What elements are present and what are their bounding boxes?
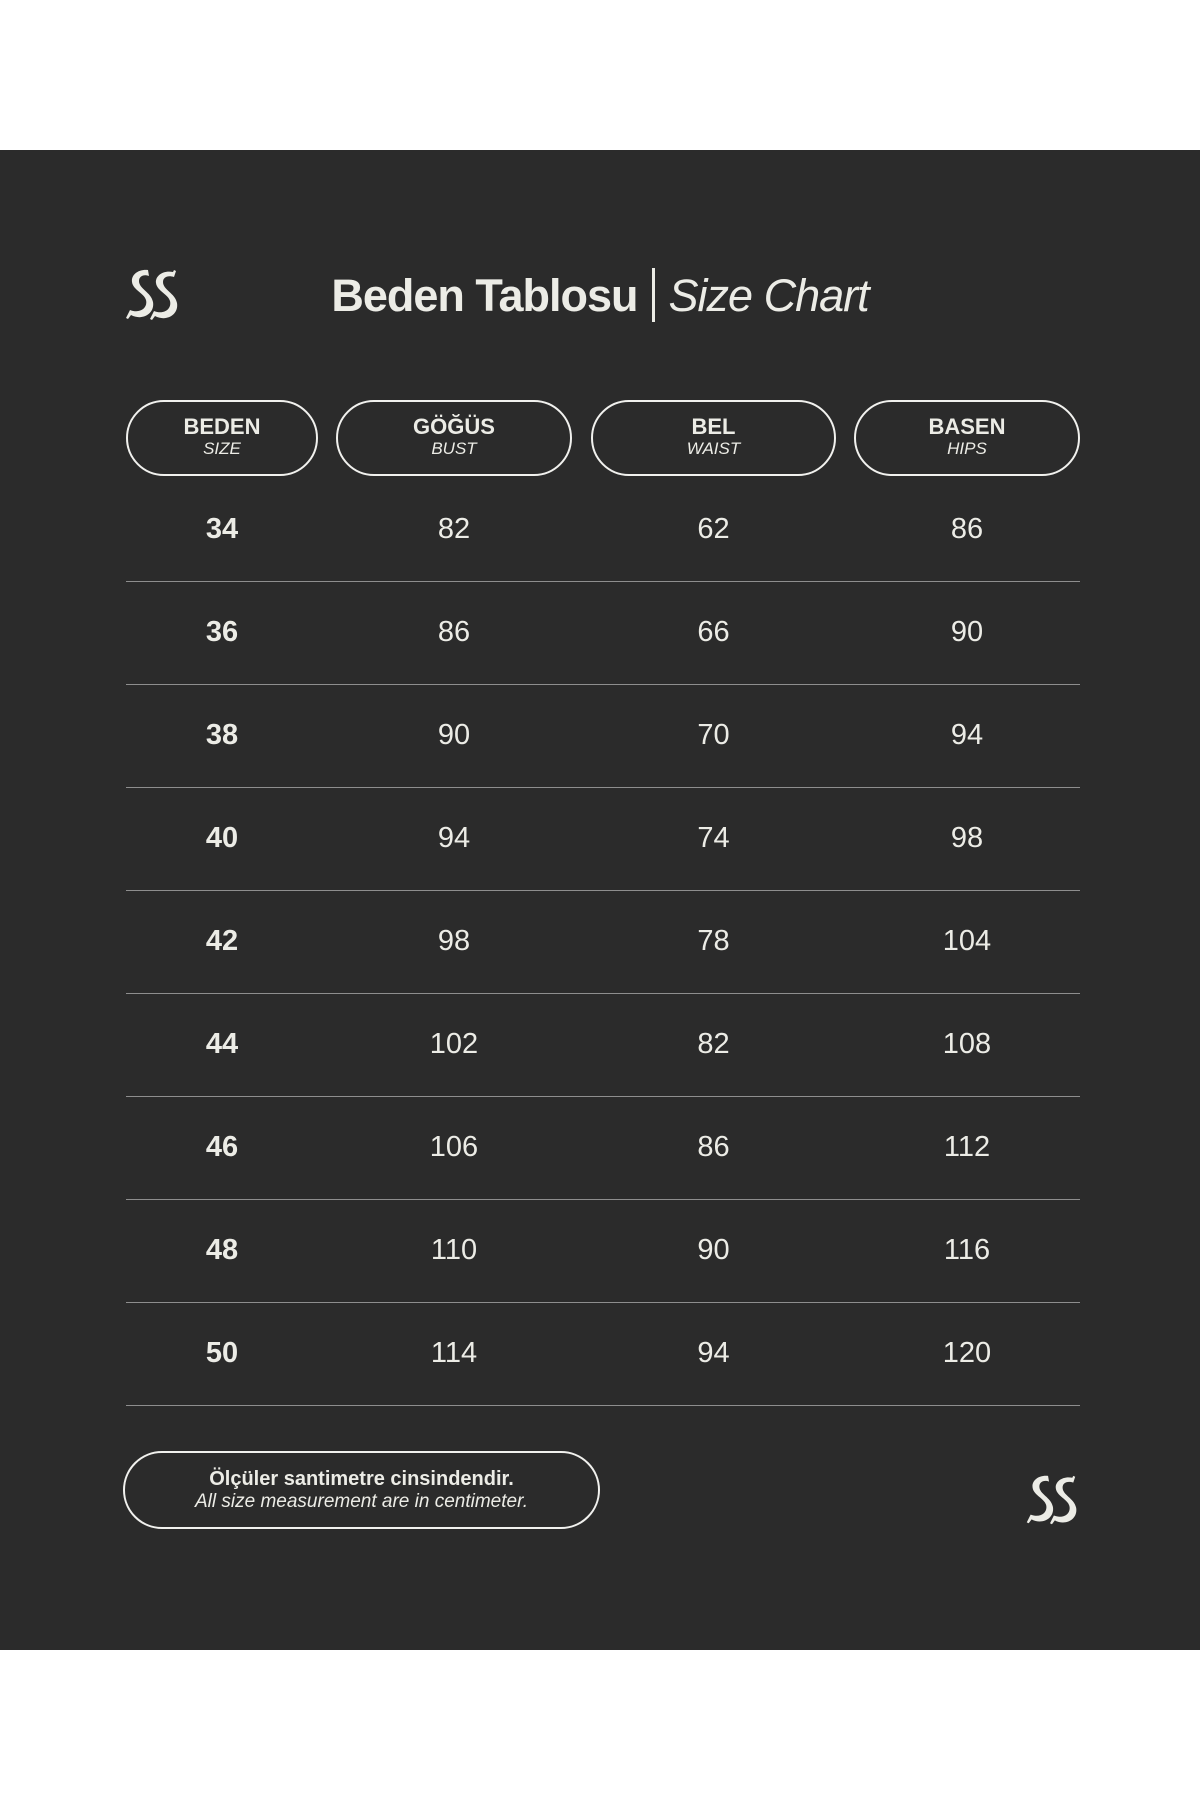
size-cell: 48	[205, 1234, 239, 1266]
waist-cell: 70	[697, 719, 730, 751]
table-row	[126, 685, 1080, 788]
waist-cell: 74	[697, 822, 730, 854]
table-row	[126, 479, 1080, 582]
header-waist-en: WAIST	[686, 439, 741, 458]
size-cell: 42	[205, 925, 239, 957]
waist-cell: 82	[697, 1028, 730, 1060]
table-row	[126, 1097, 1080, 1200]
hips-cell: 112	[943, 1131, 991, 1163]
table-row	[126, 1303, 1080, 1406]
size-cell: 34	[205, 513, 239, 545]
hips-cell: 86	[950, 513, 984, 545]
size-cell: 38	[205, 719, 239, 751]
note-turkish: Ölçüler santimetre cinsindendir.	[209, 1468, 514, 1490]
size-cell: 40	[205, 822, 239, 854]
page-title	[0, 268, 1200, 326]
table-row	[126, 891, 1080, 994]
bust-cell: 86	[437, 616, 471, 648]
hips-cell: 108	[942, 1028, 992, 1060]
waist-cell: 86	[697, 1131, 730, 1163]
waist-cell: 62	[697, 513, 730, 545]
header-bust-en: BUST	[431, 439, 477, 458]
table-row	[126, 788, 1080, 891]
waist-cell: 78	[697, 925, 730, 957]
waist-cell: 94	[697, 1337, 730, 1369]
hips-cell: 98	[950, 822, 984, 854]
size-cell: 50	[205, 1337, 239, 1369]
header-hips-tr: BASEN	[928, 414, 1006, 439]
size-table	[126, 479, 1080, 1406]
hips-cell: 104	[942, 925, 992, 957]
waist-cell: 66	[697, 616, 730, 648]
bust-cell: 98	[437, 925, 471, 957]
header-size	[126, 400, 318, 476]
size-cell: 46	[205, 1131, 239, 1163]
hips-cell: 116	[943, 1234, 991, 1266]
header-size-tr: BEDEN	[183, 414, 261, 439]
ss-logo-icon	[1019, 1470, 1081, 1532]
bust-cell: 106	[429, 1131, 479, 1163]
header-size-en: SIZE	[203, 439, 241, 458]
note-english: All size measurement are in centimeter.	[195, 1491, 528, 1512]
hips-cell: 90	[950, 616, 984, 648]
bust-cell: 94	[437, 822, 471, 854]
bust-cell: 114	[430, 1337, 478, 1369]
header-waist	[591, 400, 836, 476]
waist-cell: 90	[697, 1234, 730, 1266]
title-english: Size Chart	[668, 270, 869, 321]
header-hips	[854, 400, 1080, 476]
size-cell: 36	[205, 616, 239, 648]
table-row	[126, 582, 1080, 685]
bust-cell: 102	[429, 1028, 479, 1060]
bust-cell: 90	[437, 719, 471, 751]
size-cell: 44	[205, 1028, 239, 1060]
header-waist-tr: BEL	[691, 414, 736, 439]
table-row	[126, 994, 1080, 1097]
header-bust	[336, 400, 572, 476]
title-turkish: Beden Tablosu	[331, 270, 638, 321]
table-row	[126, 1200, 1080, 1303]
bust-cell: 110	[430, 1234, 478, 1266]
title-divider	[652, 268, 655, 322]
header-bust-tr: GÖĞÜS	[413, 414, 495, 439]
measurement-note	[123, 1451, 600, 1529]
header-hips-en: HIPS	[947, 439, 987, 458]
bust-cell: 82	[437, 513, 471, 545]
hips-cell: 120	[942, 1337, 992, 1369]
hips-cell: 94	[950, 719, 984, 751]
